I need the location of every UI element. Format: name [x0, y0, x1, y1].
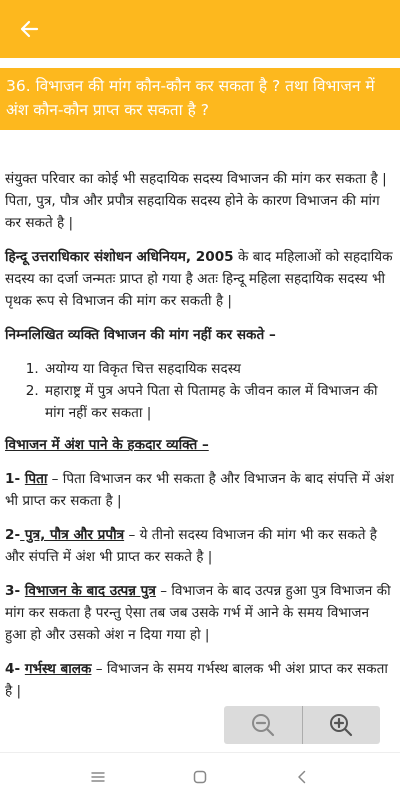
home-button[interactable]: [180, 757, 220, 797]
recent-apps-button[interactable]: [78, 757, 118, 797]
entitled-heading-text: विभाजन में अंश पाने के हकदार व्यक्ति –: [5, 437, 209, 453]
entitled-item-1: [5, 468, 394, 512]
list-item: 1. अयोग्य या विकृत चित्त सहदायिक सदस्य: [43, 358, 394, 380]
item-term: पुत्र, पौत्र और प्रपौत्र: [20, 527, 125, 543]
item-number: 4-: [5, 661, 25, 677]
entitled-item-3: [5, 580, 394, 646]
list-item: 2. महाराष्ट्र में पुत्र अपने पिता से पितामह के जीवन काल में विभाजन की मांग नहीं कर सकता |: [43, 380, 394, 424]
nav-back-icon: [294, 769, 310, 785]
answer-content: [0, 130, 400, 752]
app-bar: [0, 0, 400, 58]
entitled-heading: [5, 434, 394, 456]
item-number: 1-: [5, 471, 25, 487]
zoom-in-button[interactable]: [302, 706, 381, 744]
entitled-item-2: [5, 524, 394, 568]
paragraph-amendment: [5, 246, 394, 312]
item-term: विभाजन के बाद उत्पन्न पुत्र: [24, 583, 156, 599]
cannot-demand-heading-text: निम्नलिखित व्यक्ति विभाजन की मांग नहीं कर सकते –: [5, 327, 276, 343]
paragraph-amendment-text: के बाद महिलाओं को सहदायिक सदस्य का दर्जा जन्मतः प्राप्त हो गया है अतः हिन्दू महिला सहदायिक सदस्य भी पृथक रूप से विभाजन की मांग कर सकती है |: [5, 249, 393, 309]
item-number: 3-: [5, 583, 25, 599]
home-square-icon: [192, 769, 208, 785]
cannot-demand-heading: [5, 324, 394, 346]
system-nav-bar: [0, 752, 400, 800]
zoom-in-icon: [328, 712, 354, 738]
item-text: – विभाजन के समय गर्भस्थ बालक भी अंश प्राप्त कर सकता है |: [5, 661, 388, 699]
back-arrow-icon: [19, 19, 39, 39]
nav-back-button[interactable]: [282, 757, 322, 797]
menu-icon: [90, 770, 106, 784]
zoom-out-button[interactable]: [224, 706, 302, 744]
entitled-item-4: [5, 658, 394, 702]
item-text: – विभाजन के बाद उत्पन्न हुआ पुत्र विभाजन की मांग कर सकता है परन्तु ऐसा तब जब उसके गर्भ में आने के समय विभाजन हुआ हो और उसको अंश न दिया गया हो |: [5, 583, 391, 643]
zoom-out-icon: [250, 712, 276, 738]
item-term: गर्भस्थ बालक: [24, 661, 92, 677]
act-name: हिन्दू उत्तराधिकार संशोधन अधिनियम, 2005: [5, 249, 234, 265]
back-button[interactable]: [10, 10, 48, 48]
question-heading: 36. विभाजन की मांग कौन-कौन कर सकता है ? तथा विभाजन में अंश कौन-कौन प्राप्त कर सकता है ?: [0, 68, 400, 130]
item-text: – पिता विभाजन कर भी सकता है और विभाजन के बाद संपत्ति में अंश भी प्राप्त कर सकता है |: [5, 471, 394, 509]
zoom-controls: [224, 706, 380, 744]
paragraph-intro: संयुक्त परिवार का कोई भी सहदायिक सदस्य विभाजन की मांग कर सकता है | पिता, पुत्र, पौत्र और प्रपौत्र सहदायिक सदस्य होने के कारण विभाजन की मांग कर सकते है |: [5, 171, 387, 231]
cannot-demand-list: [5, 358, 394, 424]
item-term: पिता: [24, 471, 48, 487]
item-number: 2-: [5, 527, 21, 543]
item-text: – ये तीनो सदस्य विभाजन की मांग भी कर सकते है और संपत्ति में अंश भी प्राप्त कर सकते है |: [5, 527, 377, 565]
